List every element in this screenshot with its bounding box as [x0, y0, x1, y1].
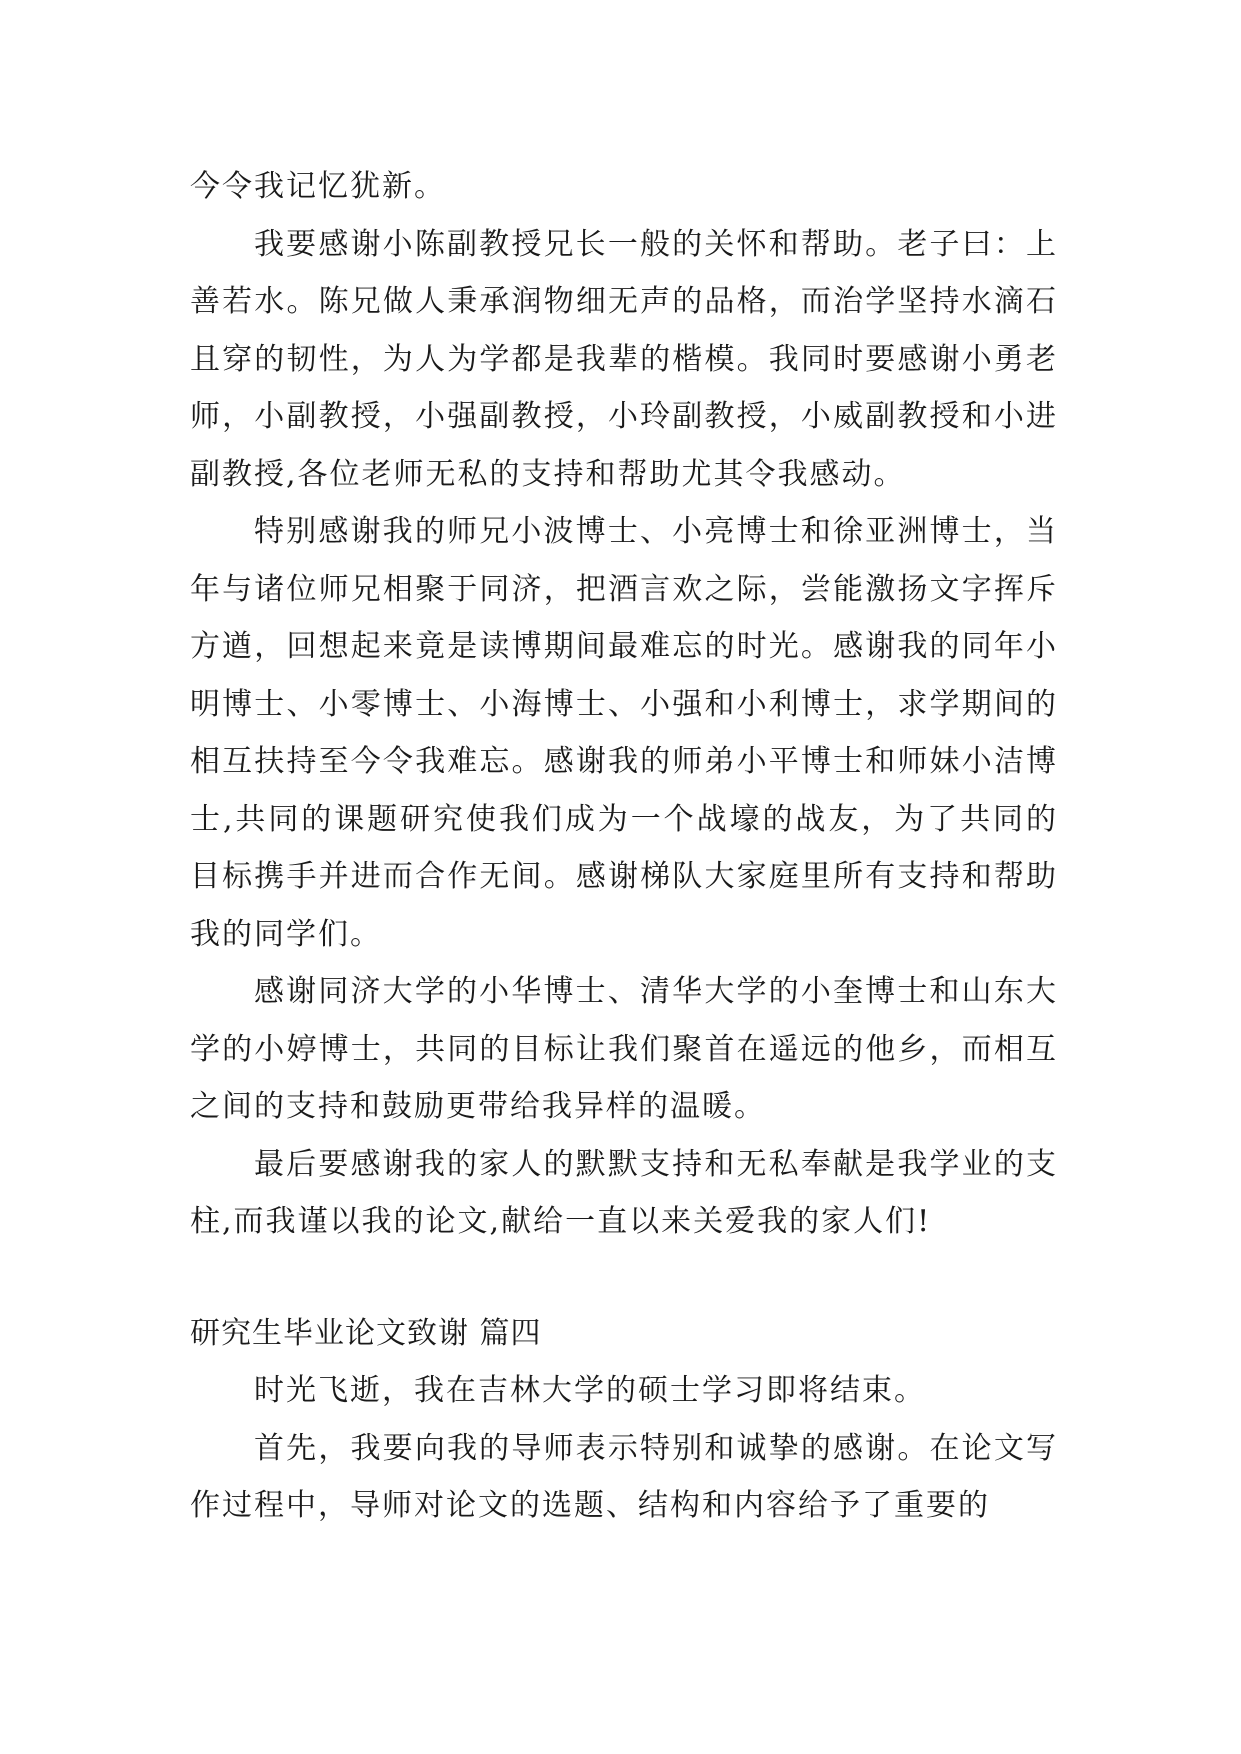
paragraph-thanks-advisor: 首先，我要向我的导师表示特别和诚挚的感谢。在论文写作过程中，导师对论文的选题、结构和内容给予了重要的	[190, 1430, 1058, 1523]
paragraph-thanks-family: 最后要感谢我的家人的默默支持和无私奉献是我学业的支柱,而我谨以我的论文,献给一直以来关爱我的家人们!	[190, 1146, 1058, 1239]
paragraph-time-flies: 时光飞逝，我在吉林大学的硕士学习即将结束。	[254, 1373, 926, 1408]
paragraph-thanks-other-universities: 感谢同济大学的小华博士、清华大学的小奎博士和山东大学的小婷博士，共同的目标让我们聚首在遥远的他乡，而相互之间的支持和鼓励更带给我异样的温暖。	[190, 974, 1058, 1124]
paragraph-thanks-chen: 我要感谢小陈副教授兄长一般的关怀和帮助。老子曰：上善若水。陈兄做人秉承润物细无声的品格，而治学坚持水滴石且穿的韧性，为人为学都是我辈的楷模。我同时要感谢小勇老师，小副教授，小强副教授，小玲副教授，小威副教授和小进副教授,各位老师无私的支持和帮助尤其令我感动。	[190, 226, 1058, 492]
paragraph-continuation: 今令我记忆犹新。	[190, 169, 446, 204]
paragraph-thanks-classmates: 特别感谢我的师兄小波博士、小亮博士和徐亚洲博士，当年与诸位师兄相聚于同济，把酒言欢之际，尝能激扬文字挥斥方遒，回想起来竟是读博期间最难忘的时光。感谢我的同年小明博士、小零博士、小海博士、小强和小利博士，求学期间的相互扶持至今令我难忘。感谢我的师弟小平博士和师妹小洁博士,共同的课题研究使我们成为一个战壕的战友，为了共同的目标携手并进而合作无间。感谢梯队大家庭里所有支持和帮助我的同学们。	[190, 514, 1058, 952]
section-heading: 研究生毕业论文致谢 篇四	[190, 1315, 542, 1351]
document-body	[190, 158, 1058, 1535]
